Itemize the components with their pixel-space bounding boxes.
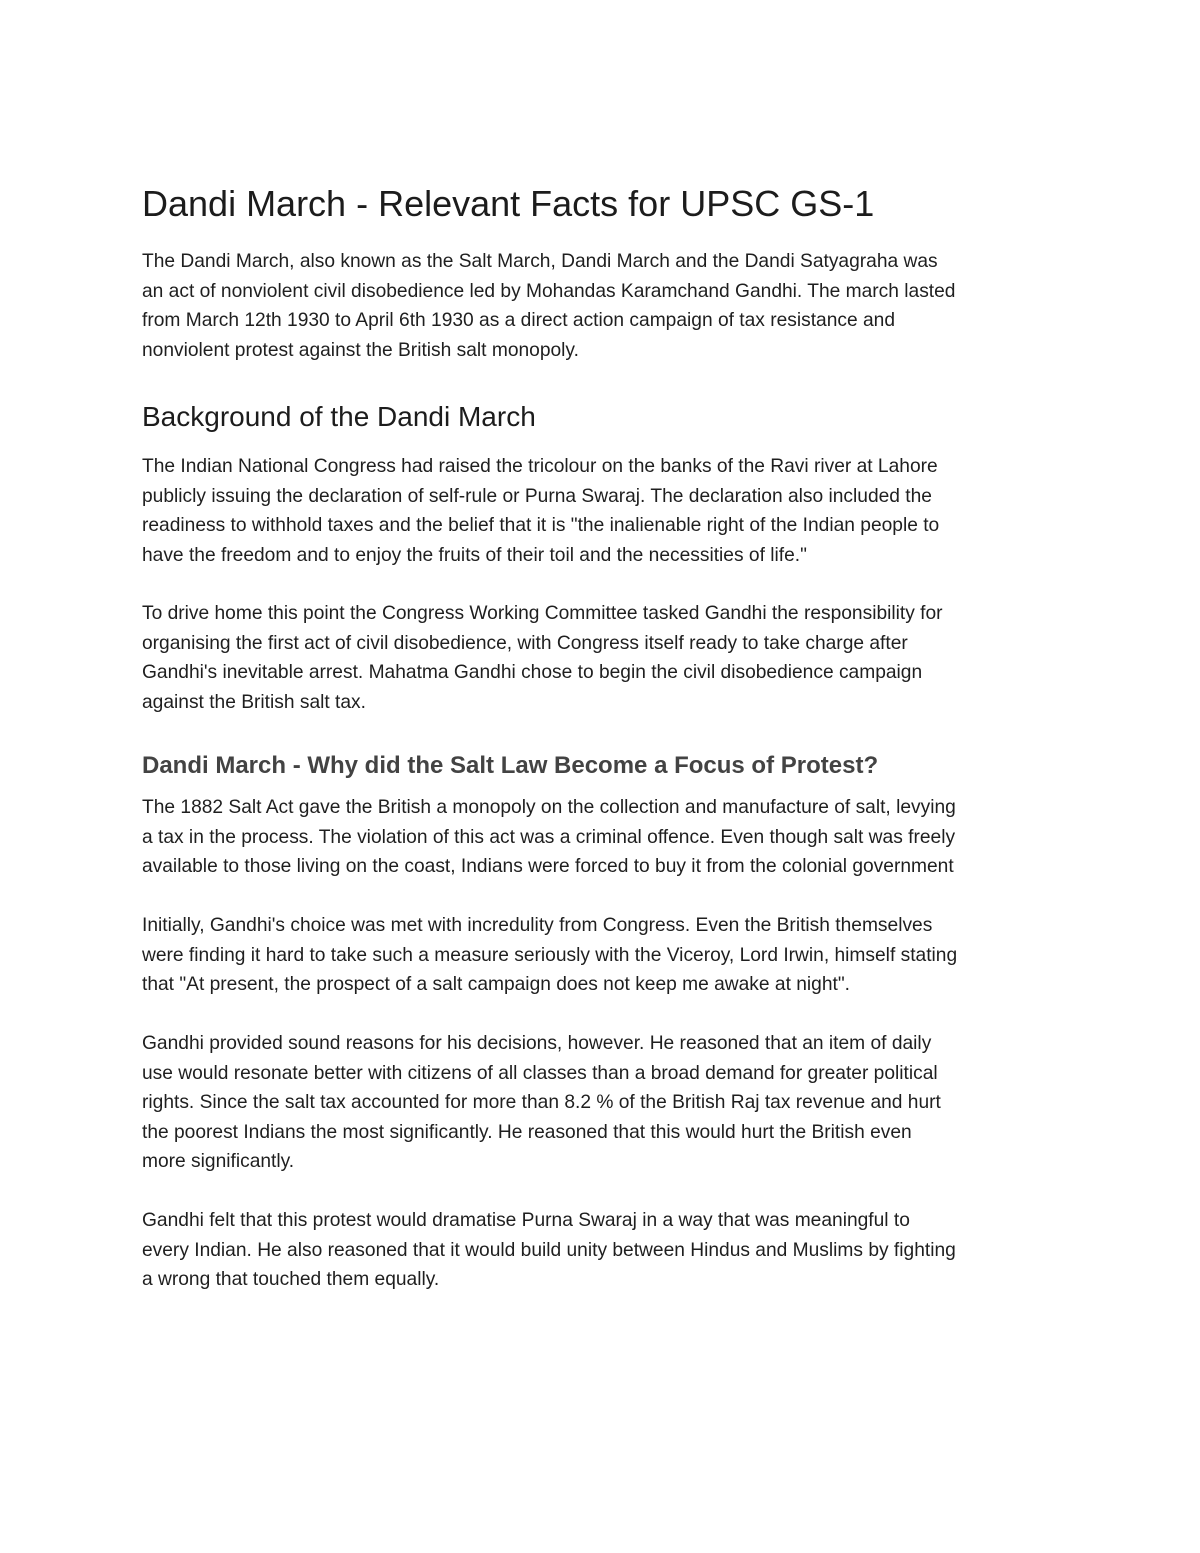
text-line: publicly issuing the declaration of self-rule or Purna Swaraj. The declaration also included the (142, 485, 932, 507)
background-heading: Background of the Dandi March (142, 401, 536, 432)
text-line: The 1882 Salt Act gave the British a monopoly on the collection and manufacture of salt, levying (142, 797, 956, 818)
salt-law-heading: Dandi March - Why did the Salt Law Become a Focus of Protest? (142, 752, 879, 779)
text-line: the poorest Indians the most significantly. He reasoned that this would hurt the British even (142, 1121, 912, 1143)
document-title: Dandi March - Relevant Facts for UPSC GS-1 (142, 183, 875, 224)
text-line: every Indian. He also reasoned that it would build unity between Hindus and Muslims by fighting (142, 1239, 956, 1261)
text-line: from March 12th 1930 to April 6th 1930 as a direct action campaign of tax resistance and (142, 310, 896, 332)
text-line: use would resonate better with citizens of all classes than a broad demand for greater political (142, 1062, 938, 1084)
text-line: The Dandi March, also known as the Salt March, Dandi March and the Dandi Satyagraha was (142, 251, 938, 272)
text-line: a tax in the process. The violation of this act was a criminal offence. Even though salt was freely (142, 826, 956, 848)
salt-law-paragraph-3 (142, 1029, 1072, 1177)
text-line: organising the first act of civil disobedience, with Congress itself ready to take charge after (142, 632, 908, 654)
salt-law-paragraph-4 (142, 1206, 1072, 1295)
text-line: more significantly. (142, 1151, 295, 1173)
intro-paragraph (142, 247, 1072, 365)
background-paragraph-1 (142, 452, 1072, 570)
text-line: Gandhi felt that this protest would dramatise Purna Swaraj in a way that was meaningful to (142, 1210, 910, 1231)
text-line: that "At present, the prospect of a salt campaign does not keep me awake at night". (142, 974, 850, 996)
text-line: rights. Since the salt tax accounted for more than 8.2 % of the British Raj tax revenue and hurt (142, 1092, 941, 1114)
text-line: Initially, Gandhi's choice was met with incredulity from Congress. Even the British themselves (142, 915, 933, 936)
text-line: Gandhi's inevitable arrest. Mahatma Gandhi chose to begin the civil disobedience campaign (142, 662, 923, 684)
text-line: an act of nonviolent civil disobedience led by Mohandas Karamchand Gandhi. The march lasted (142, 280, 956, 302)
text-line: were finding it hard to take such a measure seriously with the Viceroy, Lord Irwin, himself stating (142, 944, 958, 966)
text-line: have the freedom and to enjoy the fruits of their toil and the necessities of life." (142, 544, 807, 566)
salt-law-paragraph-2 (142, 911, 1072, 1000)
text-line: readiness to withhold taxes and the belief that it is "the inalienable right of the Indian people to (142, 515, 940, 537)
text-line: available to those living on the coast, Indians were forced to buy it from the colonial government (142, 856, 954, 878)
text-line: The Indian National Congress had raised the tricolour on the banks of the Ravi river at Lahore (142, 456, 938, 477)
text-line: nonviolent protest against the British salt monopoly. (142, 339, 579, 361)
text-line: a wrong that touched them equally. (142, 1269, 440, 1291)
text-line: Gandhi provided sound reasons for his decisions, however. He reasoned that an item of daily (142, 1033, 932, 1054)
text-line: To drive home this point the Congress Working Committee tasked Gandhi the responsibility for (142, 603, 943, 624)
background-paragraph-2 (142, 599, 1072, 717)
salt-law-paragraph-1 (142, 793, 1072, 882)
text-line: against the British salt tax. (142, 691, 366, 713)
